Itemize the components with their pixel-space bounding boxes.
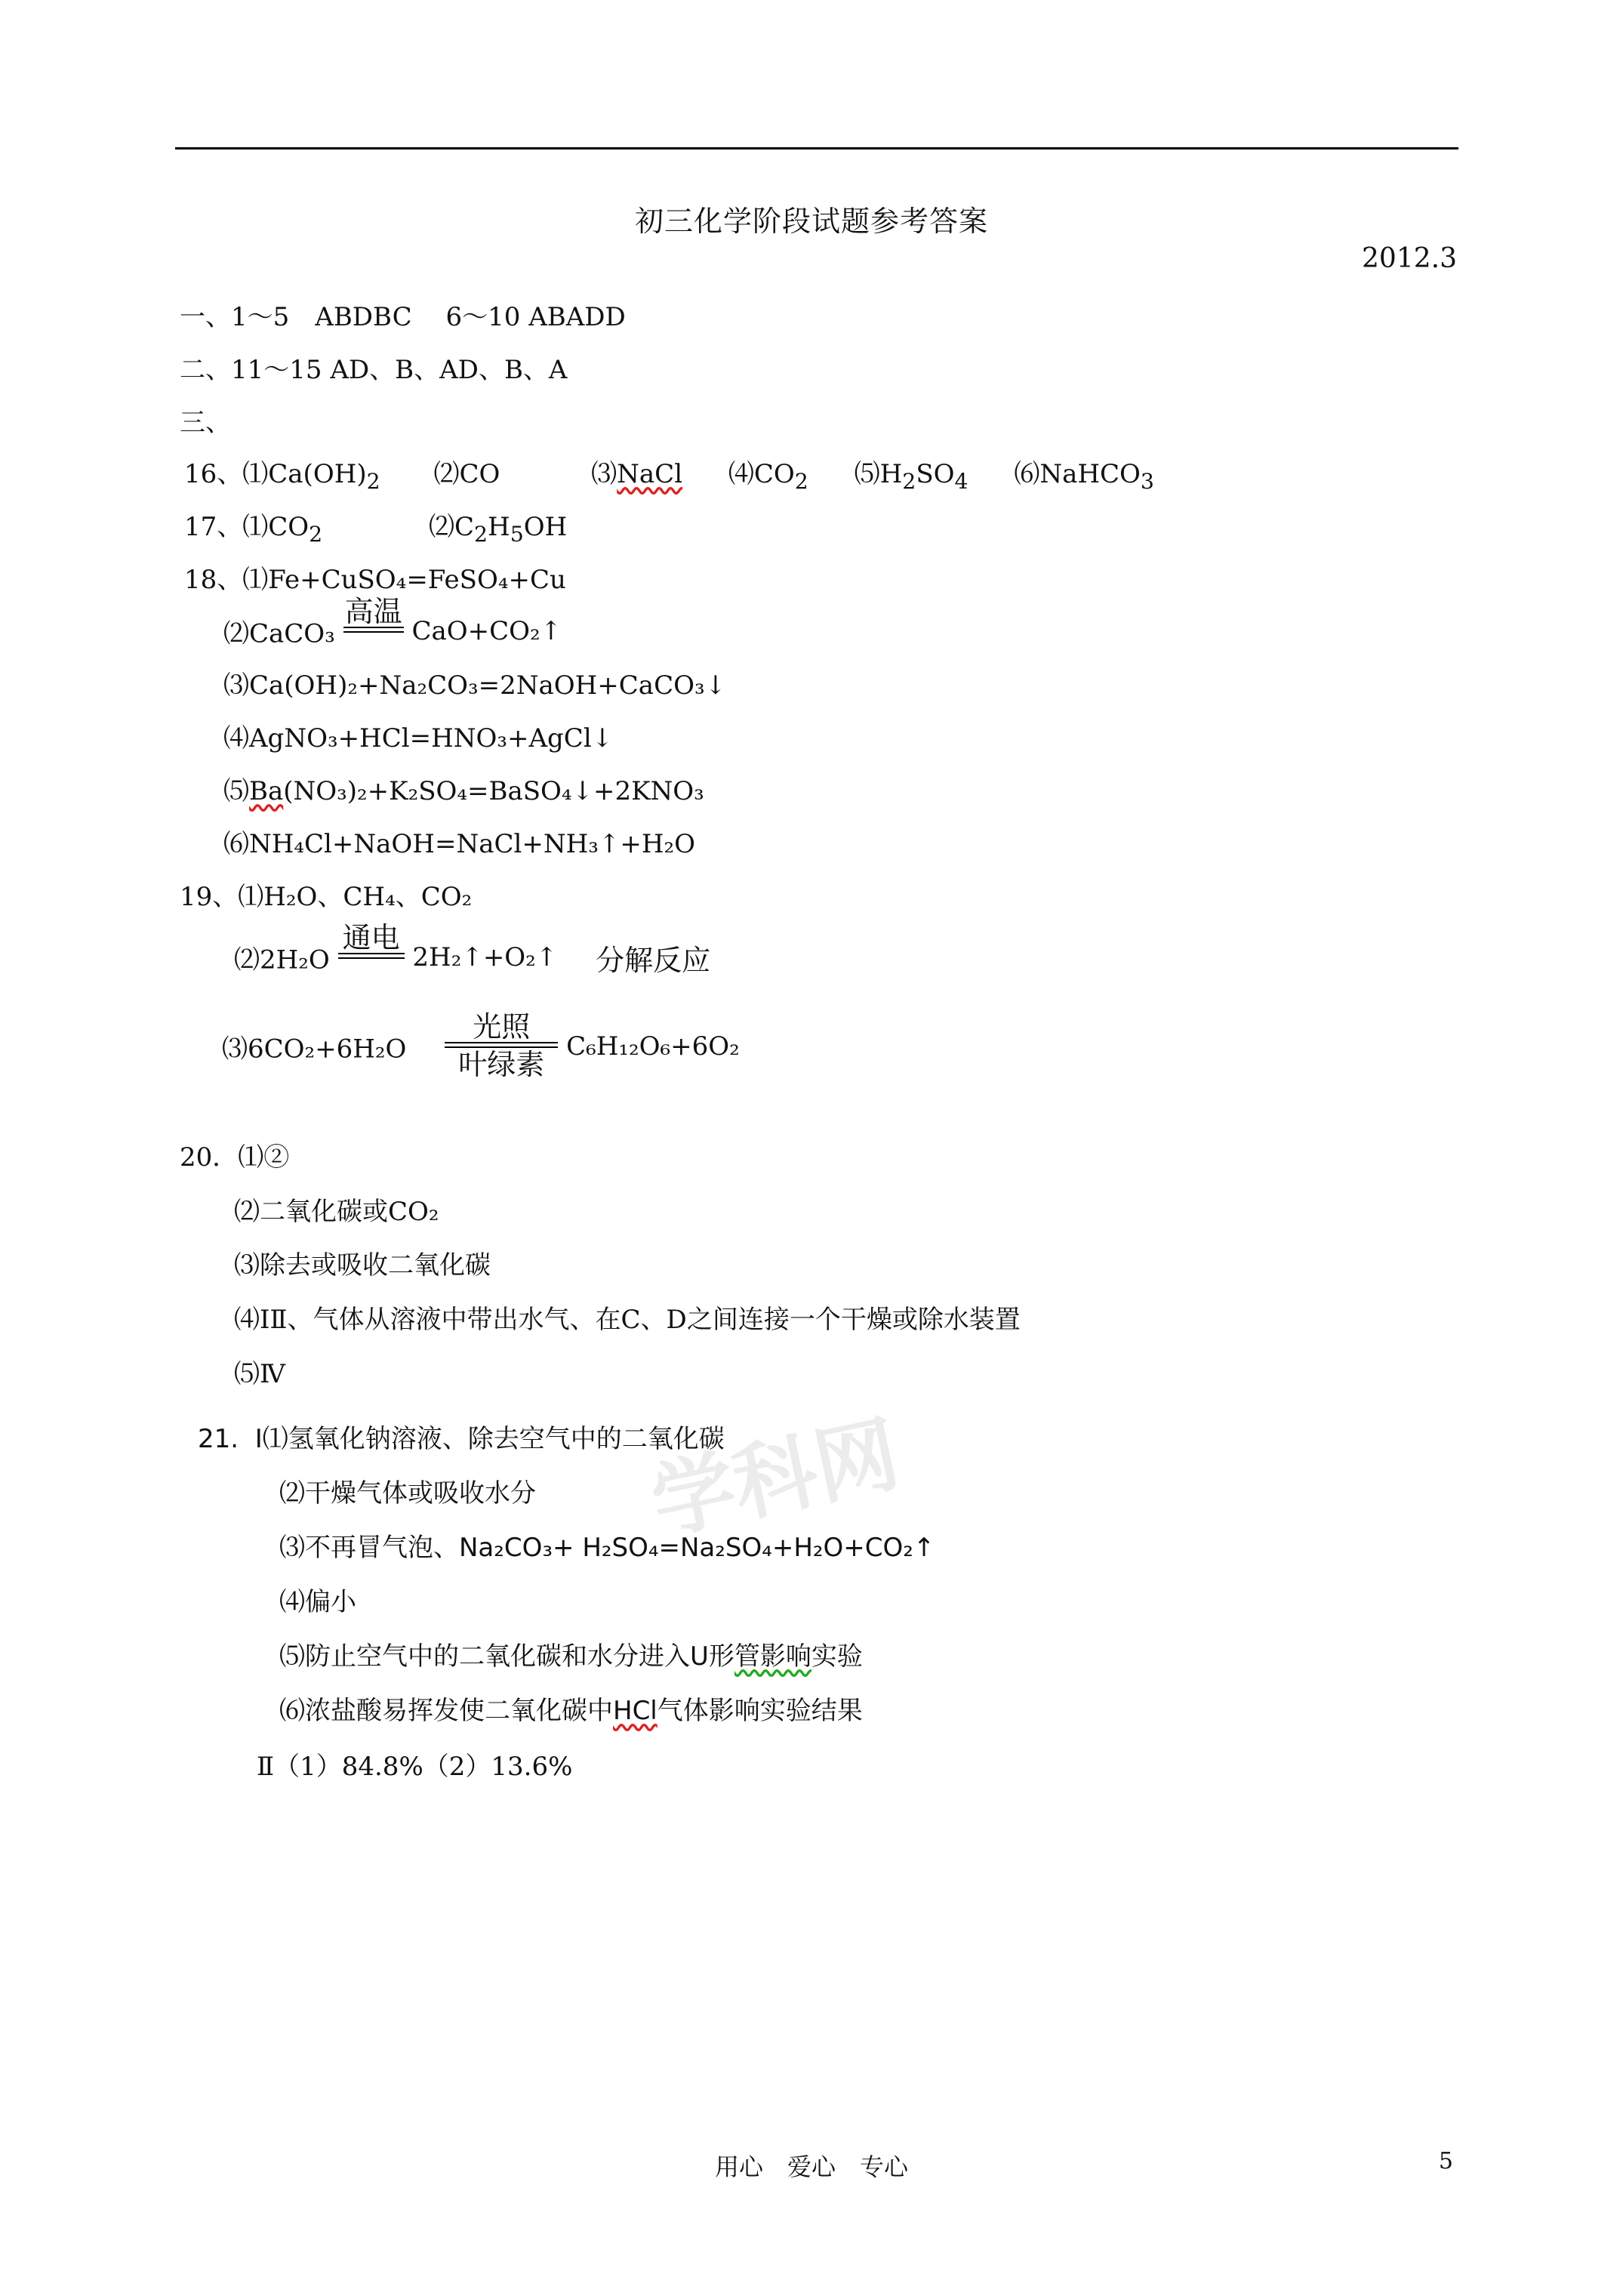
answer-20-3: ⑶除去或吸收二氧化碳 [234,1250,491,1281]
answer-20-4: ⑷ⅠⅡ、气体从溶液中带出水气、在C、D之间连接一个干燥或除水装置 [234,1305,1021,1335]
equation-18-5: ⑸Ba(NO₃)₂+K₂SO₄=BaSO₄↓+2KNO₃ [223,776,704,806]
answer-21-6: ⑹浓盐酸易挥发使二氧化碳中HCl气体影响实验结果 [279,1696,863,1726]
date: 2012.3 [1362,243,1457,274]
watermark: 学科网 [643,1404,907,1552]
page-title: 初三化学阶段试题参考答案 [634,205,988,238]
answer-20-5: ⑸Ⅳ [234,1359,285,1389]
answer-section-3: 三、 [180,408,231,438]
answer-20-2: ⑵二氧化碳或CO₂ [234,1197,439,1227]
equation-18-2: ⑵CaCO₃ 高温 CaO+CO₂↑ [223,595,562,649]
question-17: 17、$⑴CO_2$ $⑵C_2H_5OH$ [184,512,568,547]
equation-18-3: ⑶Ca(OH)₂+Na₂CO₃=2NaOH+CaCO₃↓ [223,670,727,701]
answer-21-3: ⑶不再冒气泡、Na₂CO₃+ H₂SO₄=Na₂SO₄+H₂O+CO₂↑ [279,1533,935,1563]
question-19: 19、⑴H₂O、CH₄、CO₂ [180,882,473,912]
equation-19-3: ⑶6CO₂+6H₂O 光照 叶绿素 C₆H₁₂O₆+6O₂ [222,1010,740,1081]
question-21: 21. Ⅰ⑴氢氧化钠溶液、除去空气中的二氧化碳 [198,1424,725,1454]
question-16: 16、$⑴Ca(OH)_2$ ⑵CO ⑶NaCl $⑷CO_2$ $⑸H_2SO_4$ ⑹NaHCO$_3$ [184,459,1154,494]
answer-section-1: 一、1～5 ABDBC 6～10 ABADD [180,302,626,332]
answer-21-part-2: Ⅱ（1）84.8%（2）13.6% [257,1752,573,1782]
equation-18-6: ⑹NH₄Cl+NaOH=NaCl+NH₃↑+H₂O [223,829,695,859]
equation-18-4: ⑷AgNO₃+HCl=HNO₃+AgCl↓ [223,723,614,754]
question-20: 20．⑴② [180,1142,290,1173]
answer-21-2: ⑵干燥气体或吸收水分 [279,1478,536,1509]
answer-21-4: ⑷偏小 [279,1587,356,1617]
footer-text: 用心 爱心 专心 [714,2153,908,2181]
question-18: 18、⑴Fe+CuSO₄=FeSO₄+Cu [184,565,566,595]
page-number: 5 [1438,2148,1453,2174]
answer-section-2: 二、11～15 AD、B、AD、B、A [180,355,568,385]
answer-21-5: ⑸防止空气中的二氧化碳和水分进入U形管影响实验 [279,1641,863,1672]
equation-19-2: ⑵2H₂O 通电 2H₂↑+O₂↑ 分解反应 [234,921,711,977]
top-rule [175,147,1458,149]
